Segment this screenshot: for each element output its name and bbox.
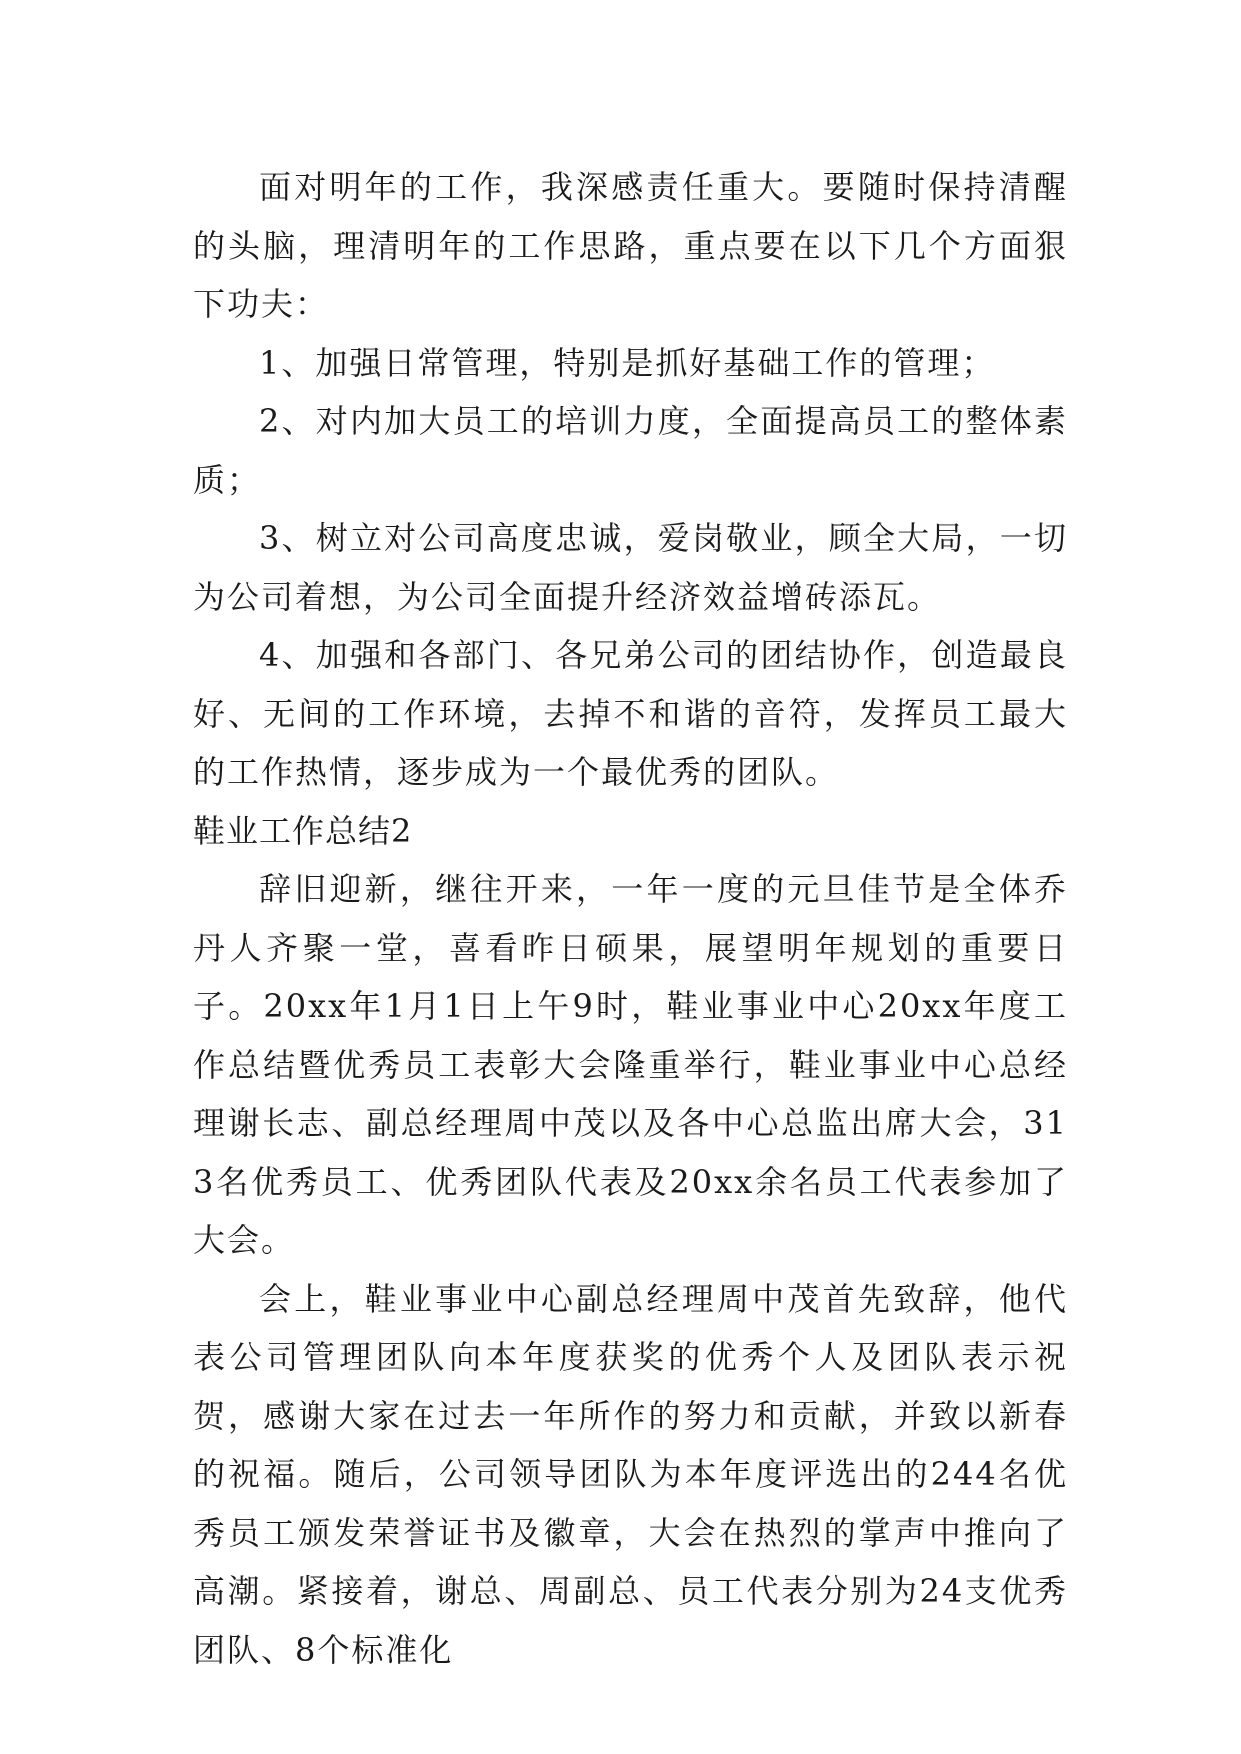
- paragraph-item-2: 2、对内加大员工的培训力度，全面提高员工的整体素质；: [193, 402, 1068, 499]
- paragraph-section-2: 会上，鞋业事业中心副总经理周中茂首先致辞，他代表公司管理团队向本年度获奖的优秀个人及团队表示祝贺，感谢大家在过去一年所作的努力和贡献，并致以新春的祝福。随后，公司领导团队为本年度评选出的244名优秀员工颁发荣誉证书及徽章，大会在热烈的掌声中推向了高潮。紧接着，谢总、周副总、员工代表分别为24支优秀团队、8个标准化: [193, 1279, 1068, 1669]
- paragraph-item-4: 4、加强和各部门、各兄弟公司的团结协作，创造最良好、无间的工作环境，去掉不和谐的音符，发挥员工最大的工作热情，逐步成为一个最优秀的团队。: [193, 636, 1068, 791]
- section-title: 鞋业工作总结2: [193, 811, 413, 850]
- paragraph-intro: 面对明年的工作，我深感责任重大。要随时保持清醒的头脑，理清明年的工作思路，重点要在以下几个方面狠下功夫：: [193, 168, 1068, 323]
- document-page: [193, 158, 1068, 1679]
- paragraph-item-3: 3、树立对公司高度忠诚，爱岗敬业，顾全大局，一切为公司着想，为公司全面提升经济效益增砖添瓦。: [193, 519, 1068, 616]
- paragraph-section-1: 辞旧迎新，继往开来，一年一度的元旦佳节是全体乔丹人齐聚一堂，喜看昨日硕果，展望明年规划的重要日子。20xx年1月1日上午9时，鞋业事业中心20xx年度工作总结暨优秀员工表彰大会隆重举行，鞋业事业中心总经理谢长志、副总经理周中茂以及各中心总监出席大会，313名优秀员工、优秀团队代表及20xx余名员工代表参加了大会。: [193, 870, 1068, 1259]
- paragraph-item-1: 1、加强日常管理，特别是抓好基础工作的管理；: [259, 343, 996, 382]
